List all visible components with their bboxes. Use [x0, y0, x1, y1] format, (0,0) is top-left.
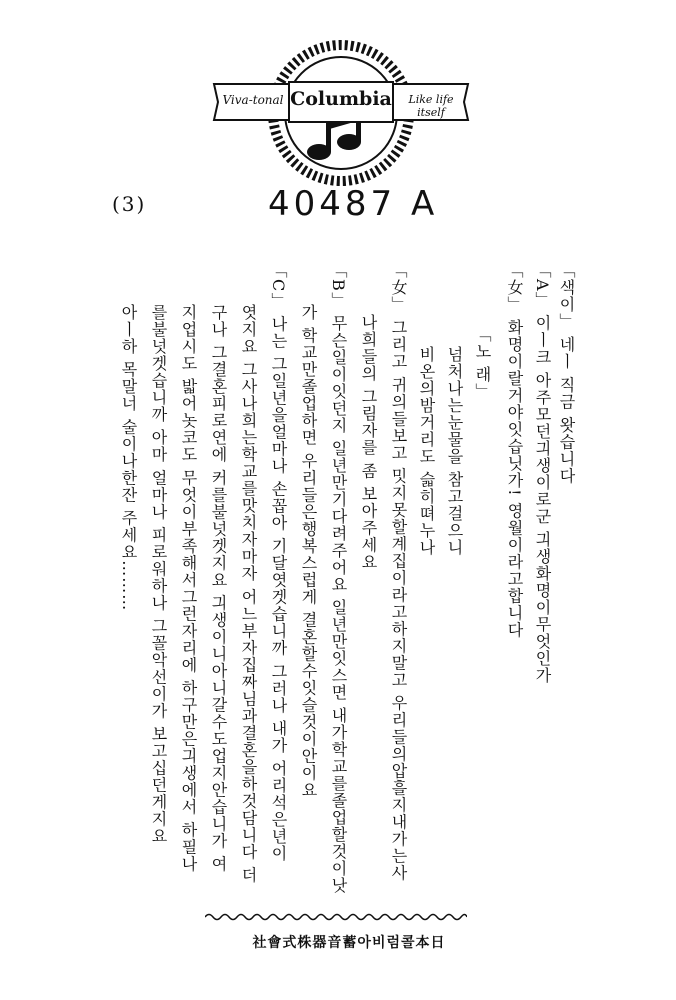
lyric-column: 「女」 화명이랄거야잇습닛가! 영월이라고합니다 [505, 262, 524, 639]
record-number: 40487 A [268, 184, 439, 224]
lyric-column: 넘처나는눈물을 참고걸으니 [445, 346, 464, 557]
lyric-column: 「C」 나는 그일년을얼마나 손꼽아 기달엿겟습니까 그러나 내가 어리석은년이 [269, 262, 288, 862]
lyric-column: 구나 그결혼피로연에 커를불넛겟지요 긔생이니아니갈수도업지안습니가 여 [209, 304, 228, 873]
banner-right-text: Like life itself [408, 93, 454, 119]
lyric-column: 비온의밤거리도 슯히뗘누나 [417, 346, 436, 557]
lyric-column: 「색이」 네ㅣ 직금 왓습니다 [557, 262, 576, 485]
columbia-logo [196, 38, 486, 188]
wavy-divider [205, 912, 467, 922]
lyric-column: 가 학교만졸업하면 우리들은행복스럽게 결혼할수잇슬것이안이요 [299, 304, 318, 799]
lyric-column: 아ㅣ하 목말너 술이나한잔 주세요……… [119, 304, 138, 612]
brand-name: Columbia [290, 88, 392, 110]
lyric-column: 를불넛겟습니까 아마 얼마나 피로워하나 그꼴악선이가 보고십던게지요 [149, 304, 168, 845]
lyric-column: 엿지요 그사나희는학교를맛치자마자 어느부자집짜님과결혼을하것담니다 더 [239, 304, 258, 884]
publisher-footer: 社會式株器音蓄아비럼콜本日 [252, 935, 446, 951]
lyric-column: 「女」 그리고 귀의들보고 밋지못할계집이라고하지말고 우리들의압흘지내가는사 [389, 262, 408, 882]
lyric-column: 나희들의 그림자를 좀 보아주세요 [359, 314, 378, 571]
lyric-column: 「노 래」 [473, 326, 492, 401]
lyric-column: 「B」 무슨일이잇던지 일년만기다려주어요 일년만잇스면 내가학교를졸업할것이낫 [329, 262, 348, 895]
banner-left-text: Viva-tonal [222, 93, 284, 107]
lyric-column: 지업시도 밟어놋코도 무엇이부족해서그런자리에 하구만은긔생에서 하필나 [179, 304, 198, 873]
page-number: (3) [112, 192, 147, 216]
lyric-column: 「A」 이ㅣ크 아주모던긔생이로군 긔생화명이무엇인가 [533, 262, 552, 684]
